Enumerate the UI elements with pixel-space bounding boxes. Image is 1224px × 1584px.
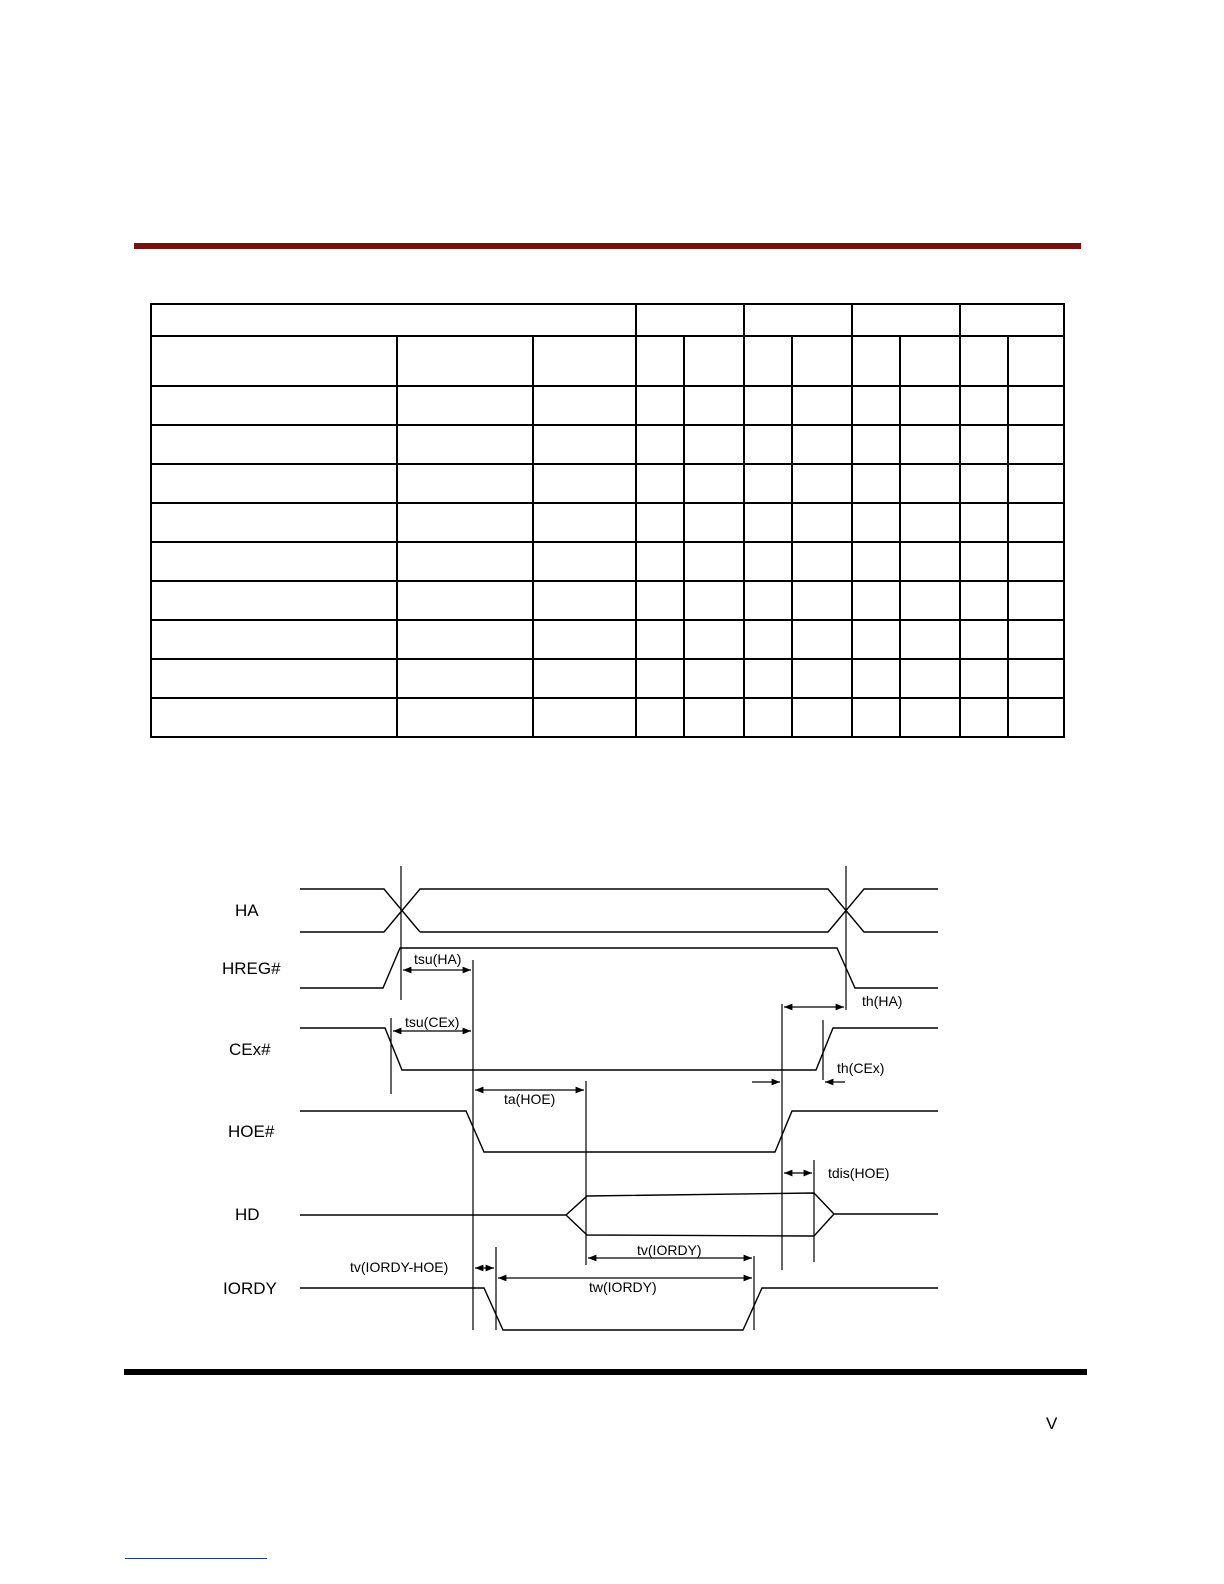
signal-label-hreg: HREG# (222, 959, 281, 978)
signal-label-cex: CEx# (229, 1040, 271, 1059)
timing-arrows (393, 970, 845, 1278)
signal-label-iordy: IORDY (223, 1279, 277, 1298)
timing-label-tsu-cex: tsu(CEx) (405, 1014, 460, 1030)
timing-label-tw-iordy: tw(IORDY) (589, 1279, 657, 1295)
ha-waveform (300, 889, 938, 932)
signal-label-hd: HD (235, 1205, 260, 1224)
timing-label-tsu-ha: tsu(HA) (414, 951, 462, 967)
page-marker: V (1046, 1414, 1058, 1433)
hd-waveform (300, 1193, 938, 1236)
timing-label-th-ha: th(HA) (862, 993, 903, 1009)
footer-rule (124, 1369, 1087, 1375)
signal-label-hoe: HOE# (228, 1122, 275, 1141)
signal-labels (222, 901, 281, 1298)
timing-label-tdis-hoe: tdis(HOE) (828, 1165, 890, 1181)
timing-label-ta-hoe: ta(HOE) (504, 1091, 556, 1107)
footnote-link-rule (125, 1558, 267, 1559)
timing-label-tv-iordy-hoe: tv(IORDY-HOE) (350, 1259, 449, 1275)
hreg-waveform (300, 948, 938, 988)
timing-label-tv-iordy: tv(IORDY) (637, 1242, 702, 1258)
timing-label-th-cex: th(CEx) (837, 1060, 885, 1076)
signal-label-ha: HA (235, 901, 259, 920)
hoe-waveform (300, 1111, 938, 1152)
timing-labels (350, 951, 902, 1295)
reference-lines (391, 866, 846, 1330)
